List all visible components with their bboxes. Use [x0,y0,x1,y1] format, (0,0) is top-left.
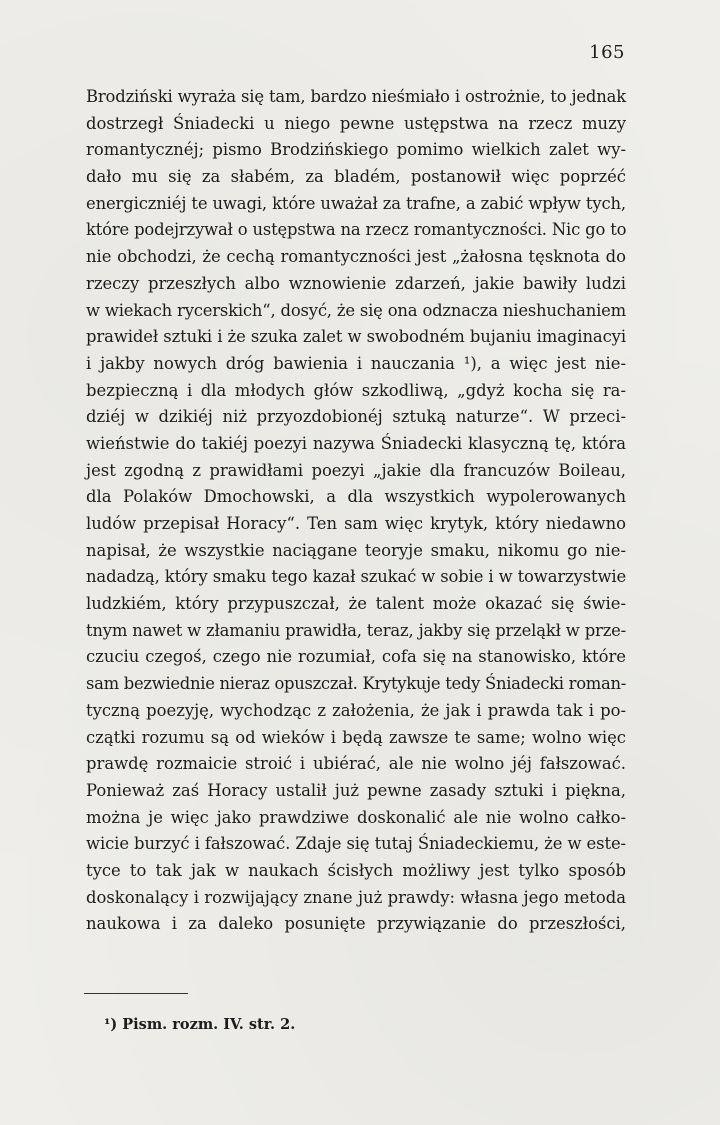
text-line: sam bezwiednie nieraz opuszczał. Krytykuje tedy Śniadecki roman- [86,674,626,694]
text-line: Ponieważ zaś Horacy ustalił już pewne zasady sztuki i piękna, [86,780,626,800]
text-line: można je więc jako prawdziwe doskonalić ale nie wolno całko- [86,807,626,827]
text-line: tnym nawet w złamaniu prawidła, teraz, jakby się przeląkł w prze- [86,620,627,640]
text-line: które podejrzywał o ustępstwa na rzecz romantyczności. Nic go to [86,220,627,240]
text-line: dziéj w dzikiéj niż przyozdobionéj sztuką naturze“. W przeci- [86,407,626,427]
text-line: romantycznéj; pismo Brodzińskiego pomimo wielkich zalet wy- [86,140,626,160]
text-line: ludzkiém, który przypuszczał, że talent może okazać się świe- [86,594,626,614]
text-line: prawideł sztuki i że szuka zalet w swobodném bujaniu imaginacyi [86,327,626,347]
text-line: wicie burzyć i fałszować. Zdaje się tutaj Śniadeckiemu, że w este- [86,834,626,854]
footnote: ¹) Pism. rozm. IV. str. 2. [104,1016,296,1033]
text-line: dało mu się za słabém, za bladém, postanowił więc poprzéć [86,167,626,187]
text-line: i jakby nowych dróg bawienia i nauczania ¹), a więc jest nie- [86,353,626,373]
text-line: napisał, że wszystkie naciągane teoryje smaku, nikomu go nie- [86,540,626,560]
text-line: prawdę rozmaicie stroić i ubiérać, ale nie wolno jéj fałszować. [86,754,626,774]
page-number: 165 [589,42,625,63]
text-line: czuciu czegoś, czego nie rozumiał, cofa się na stanowisko, które [86,647,626,667]
text-line: rzeczy przeszłych albo wznowienie zdarzeń, jakie bawiły ludzi [86,273,626,293]
text-line: doskonalący i rozwijający znane już prawdy: własna jego metoda [86,887,626,907]
text-line: wieństwie do takiéj poezyi nazywa Śniadecki klasyczną tę, która [86,433,626,453]
footnote-divider [84,993,188,994]
text-line: w wiekach rycerskich“, dosyć, że się ona odznacza nieshuchaniem [86,300,626,320]
body-text [86,84,626,938]
text-line: bezpieczną i dla młodych głów szkodliwą, „gdyż kocha się ra- [86,380,626,400]
text-line: ludów przepisał Horacy“. Ten sam więc krytyk, który niedawno [86,514,626,533]
text-line: Brodziński wyraża się tam, bardzo nieśmiało i ostrożnie, to jednak [86,87,626,106]
text-line: dostrzegł Śniadecki u niego pewne ustępstwa na rzecz muzy [86,113,626,133]
text-line: energiczniéj te uwagi, które uważał za trafne, a zabić wpływ tych, [86,193,626,213]
text-line: jest zgodną z prawidłami poezyi „jakie dla francuzów Boileau, [86,460,626,480]
text-line: czątki rozumu są od wieków i będą zawsze te same; wolno więc [86,727,626,747]
text-line: naukowa i za daleko posunięte przywiązanie do przeszłości, [86,914,626,934]
text-line: nadadzą, który smaku tego kazał szukać w sobie i w towarzystwie [86,567,627,587]
text-line: nie obchodzi, że cechą romantyczności jest „żałosna tęsknota do [86,247,626,267]
text-line: tyce to tak jak w naukach ścisłych możliwy jest tylko sposób [86,860,626,880]
text-line: dla Polaków Dmochowski, a dla wszystkich wypolerowanych [86,487,626,507]
text-line: tyczną poezyję, wychodząc z założenia, że jak i prawda tak i po- [86,700,626,720]
